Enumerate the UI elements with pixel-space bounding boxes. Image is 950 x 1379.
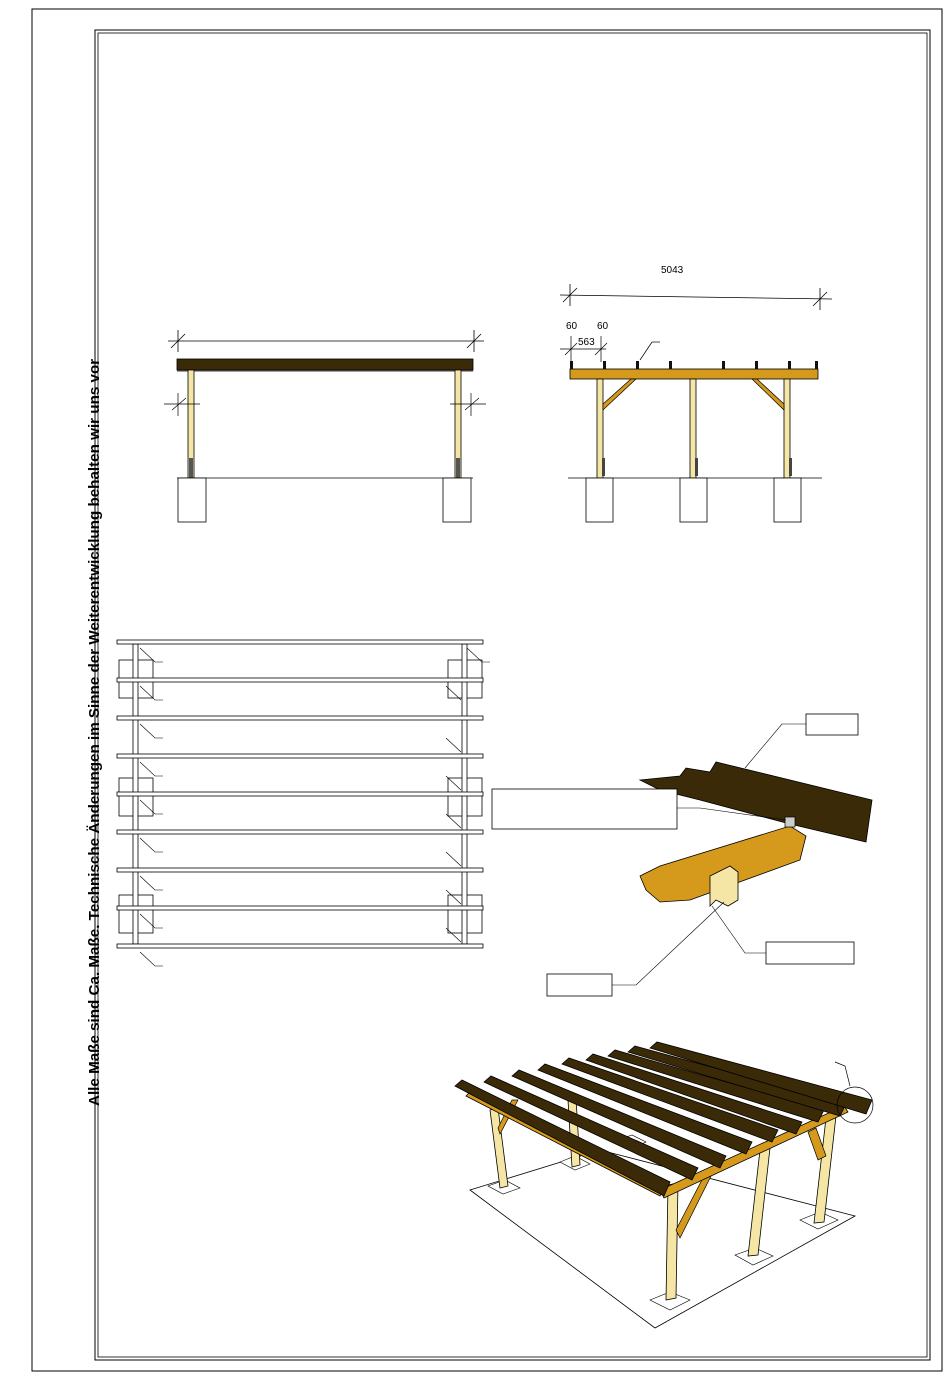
- side-rafters: [570, 361, 818, 369]
- callout-box-bottom: [547, 974, 612, 996]
- inner-frame: [95, 30, 930, 1360]
- outer-frame: [32, 9, 942, 1371]
- dim-spacing-left: 60: [566, 321, 578, 332]
- side-beam: [570, 369, 818, 379]
- callout-box-right: [766, 942, 854, 964]
- front-footing-left: [178, 478, 206, 522]
- side-footing-3: [774, 478, 801, 522]
- perspective-view: [455, 1042, 873, 1328]
- front-view: [164, 330, 486, 522]
- dim-overall: 5043: [661, 265, 684, 276]
- front-roof: [177, 359, 473, 370]
- front-footing-right: [443, 478, 471, 522]
- callout-box-top: [806, 714, 858, 735]
- callout-box-left: [492, 789, 677, 829]
- detail-view: [492, 714, 872, 996]
- dim-post-inset: 563: [578, 337, 595, 348]
- inner-frame-line: [98, 33, 927, 1357]
- side-view: [560, 265, 832, 522]
- dim-spacing-right: 60: [597, 321, 609, 332]
- side-footing-2: [680, 478, 707, 522]
- disclaimer-text: Alle Maße sind Ca. Maße. Technische Änderungen im Sinne der Weiterentwicklung behalten wir uns vor: [86, 358, 103, 1106]
- side-footing-1: [586, 478, 613, 522]
- plan-view: [117, 640, 490, 966]
